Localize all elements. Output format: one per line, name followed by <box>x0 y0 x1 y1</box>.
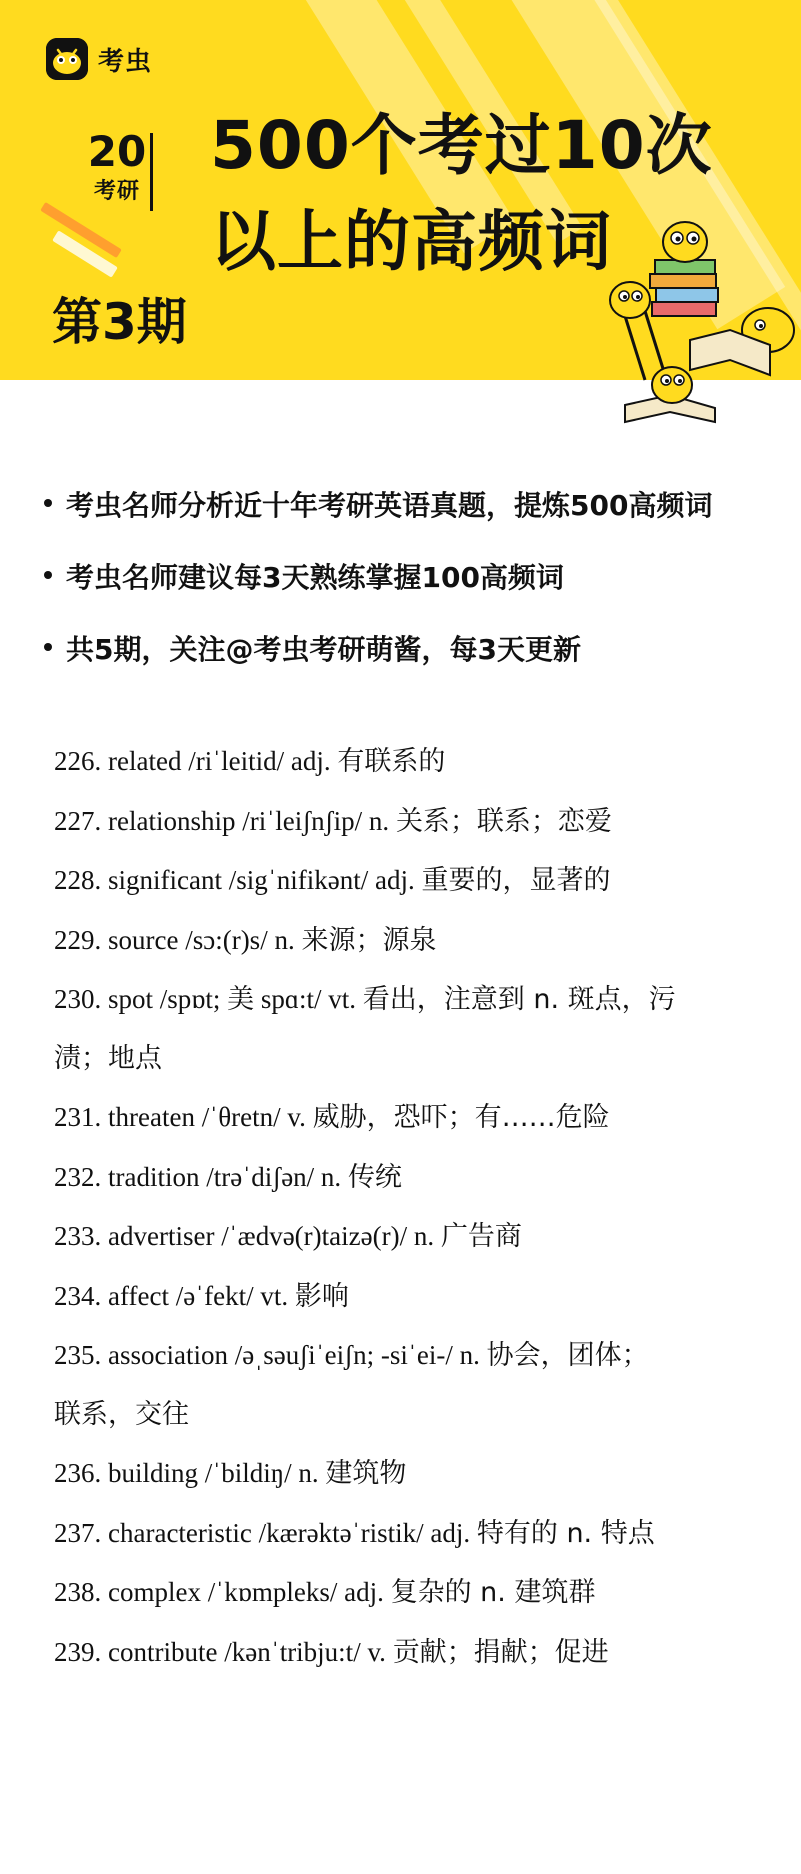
badge-number: 20 <box>87 127 147 176</box>
vocab-list <box>54 732 774 1682</box>
mascot-illustration <box>600 200 801 440</box>
bug-mascot-icon <box>46 38 88 80</box>
issue-label: 第3期 <box>52 293 187 351</box>
brand-logo <box>46 38 152 80</box>
vocab-item: 227. relationship /riˈleiʃnʃip/ n. 关系；联系；恋爱 <box>54 805 612 837</box>
title-line-1: 500个考过10次 <box>210 107 713 184</box>
vocab-item: 235. association /əˌsəuʃiˈeiʃn; -siˈei-/ n. 协会，团体； <box>54 1340 649 1371</box>
exam-year-badge <box>82 127 152 205</box>
vocab-item: 236. building /ˈbildiŋ/ n. 建筑物 <box>54 1458 407 1489</box>
vocab-item: 231. threaten /ˈθretn/ v. 威胁，恐吓；有……危险 <box>54 1102 610 1133</box>
vocab-item: 238. complex /ˈkɒmpleks/ adj. 复杂的 n. 建筑群 <box>54 1577 596 1608</box>
intro-bullets <box>44 478 784 694</box>
vocab-item: 229. source /sɔ:(r)s/ n. 来源；源泉 <box>54 924 437 956</box>
vocab-item: 234. affect /əˈfekt/ vt. 影响 <box>54 1280 349 1312</box>
vocab-item: 226. related /riˈleitid/ adj. 有联系的 <box>54 746 446 777</box>
bullet-item: 共5期，关注@考虫考研萌酱，每3天更新 <box>44 622 784 694</box>
vocab-item: 237. characteristic /kærəktəˈristik/ adj. 特有的 n. 特点 <box>54 1517 655 1549</box>
vocab-item: 232. tradition /trəˈdiʃən/ n. 传统 <box>54 1161 402 1193</box>
vocab-item: 233. advertiser /ˈædvə(r)taizə(r)/ n. 广告商 <box>54 1221 522 1252</box>
vocab-item-continuation: 渍；地点 <box>54 1042 162 1074</box>
divider <box>150 133 153 211</box>
vocab-item: 230. spot /spɒt; 美 spɑ:t/ vt. 看出，注意到 n. 斑点，污 <box>54 984 676 1015</box>
vocab-item-continuation: 联系，交往 <box>54 1398 189 1430</box>
badge-label: 考研 <box>93 179 140 204</box>
bullet-item: 考虫名师分析近十年考研英语真题，提炼500高频词 <box>44 478 784 550</box>
title-line-2: 以上的高频词 <box>210 203 612 280</box>
vocab-item: 239. contribute /kənˈtribju:t/ v. 贡献；捐献；促进 <box>54 1636 609 1668</box>
bullet-item: 考虫名师建议每3天熟练掌握100高频词 <box>44 550 784 622</box>
vocab-item: 228. significant /sigˈnifikənt/ adj. 重要的，显著的 <box>54 865 611 896</box>
brand-name: 考虫 <box>98 46 153 77</box>
